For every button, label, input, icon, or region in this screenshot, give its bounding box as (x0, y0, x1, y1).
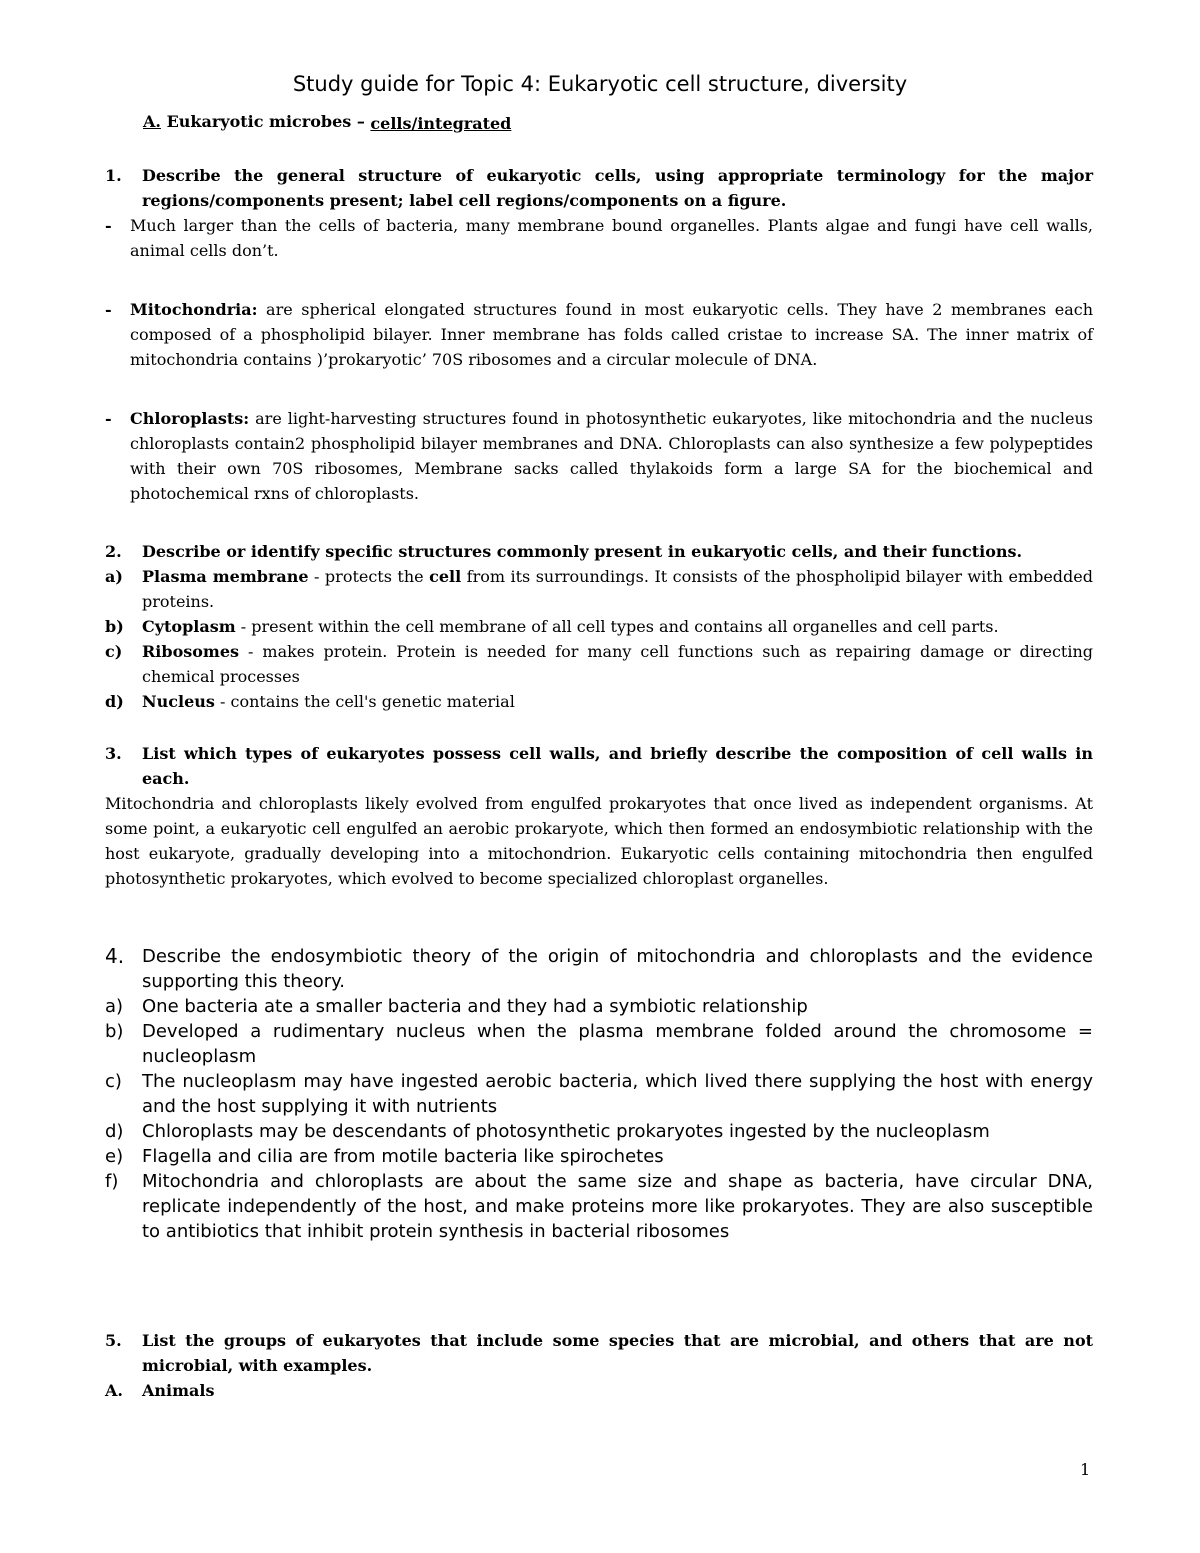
definition: - makes protein. Protein is needed for many cell functions such as repairing damage or directing chemical processes (142, 642, 1093, 686)
page-number: 1 (1080, 1460, 1091, 1479)
question-2-prompt (105, 539, 1093, 564)
list-text: Animals (142, 1381, 215, 1400)
definition-post: from its surroundings. It consists of the phospholipid bilayer with embedded proteins. (142, 567, 1093, 611)
bullet-item-mitochondria (105, 297, 1093, 372)
list-item (105, 1378, 1093, 1403)
question-number: 3. (105, 744, 122, 763)
section-label: A. (143, 112, 161, 131)
question-number: 5. (105, 1331, 122, 1350)
answer-paragraph: Mitochondria and chloroplasts likely evolved from engulfed prokaryotes that once lived as independent organisms. At some point, a eukaryotic cell engulfed an aerobic prokaryote, which then formed an endosymbiotic relationship with the host eukaryote, gradually developing into a mitochondrion. Eukaryotic cells containing mitochondria then engulfed photosynthetic prokaryotes, which evolved to become specialized chloroplast organelles. (105, 794, 1093, 888)
list-text: Chloroplasts may be descendants of photosynthetic prokaryotes ingested by the nucleoplasm (142, 1121, 990, 1142)
question-number: 4. (105, 944, 125, 968)
bullet-mark: - (105, 216, 112, 235)
list-text: Flagella and cilia are from motile bacteria like spirochetes (142, 1146, 664, 1167)
section-heading-a (143, 111, 511, 133)
list-item (105, 994, 1093, 1019)
question-3-prompt (105, 741, 1093, 791)
bullet-text: Much larger than the cells of bacteria, many membrane bound organelles. Plants algae and fungi have cell walls, animal cells don’t. (130, 216, 1093, 260)
question-5-prompt (105, 1328, 1093, 1378)
question-1-prompt (105, 163, 1093, 213)
list-item (105, 564, 1093, 614)
list-item (105, 1119, 1093, 1144)
list-mark: b) (105, 617, 124, 636)
definition: - contains the cell's genetic material (214, 692, 515, 711)
section-separator: – (356, 112, 365, 131)
bullet-item (105, 213, 1093, 263)
question-1 (105, 163, 1093, 506)
list-mark: A. (105, 1381, 123, 1400)
page-title: Study guide for Topic 4: Eukaryotic cell structure, diversity (292, 72, 908, 96)
definition-pre: - protects the (308, 567, 430, 586)
bullet-text: are spherical elongated structures found in most eukaryotic cells. They have 2 membranes each composed of a phospholipid bilayer. Inner membrane has folds called cristae to increase SA. The inner matrix of mitochondria contains )’prokaryotic’ 70S ribosomes and a circular molecule of DNA. (130, 300, 1093, 369)
list-item (105, 1069, 1093, 1119)
list-item (105, 689, 1093, 714)
list-item (105, 639, 1093, 689)
list-text: The nucleoplasm may have ingested aerobic bacteria, which lived there supplying the host with energy and the host supplying it with nutrients (142, 1071, 1093, 1117)
list-item (105, 1169, 1093, 1244)
bullet-text: are light-harvesting structures found in photosynthetic eukaryotes, like mitochondria and the nucleus chloroplasts contain2 phospholipid bilayer membranes and DNA. Chloroplasts can also synthesize a few polypeptides with their own 70S ribosomes, Membrane sacks called thylakoids form a large SA for the biochemical and photochemical rxns of chloroplasts. (130, 409, 1093, 503)
question-text: Describe the general structure of eukaryotic cells, using appropriate terminology for the major regions/components present; label cell regions/components on a figure. (142, 166, 1093, 210)
bullet-label: Mitochondria: (130, 300, 258, 319)
section-subtitle: cells/integrated (370, 114, 512, 133)
question-text: List the groups of eukaryotes that include some species that are microbial, and others that are not microbial, with examples. (142, 1331, 1093, 1375)
section-title: Eukaryotic microbes (166, 112, 352, 131)
term: Plasma membrane (142, 567, 309, 586)
list-text: Developed a rudimentary nucleus when the plasma membrane folded around the chromosome = nucleoplasm (142, 1021, 1093, 1067)
question-text: List which types of eukaryotes possess cell walls, and briefly describe the composition of cell walls in each. (142, 744, 1093, 788)
list-mark: e) (105, 1146, 124, 1167)
list-text: Mitochondria and chloroplasts are about the same size and shape as bacteria, have circular DNA, replicate independently of the host, and make proteins more like prokaryotes. They are also susceptible to antibiotics that inhibit protein synthesis in bacterial ribosomes (142, 1171, 1093, 1242)
list-item (105, 1144, 1093, 1169)
list-mark: c) (105, 642, 123, 661)
list-item (105, 1019, 1093, 1069)
list-item (105, 614, 1093, 639)
term: Cytoplasm (142, 617, 236, 636)
list-mark: a) (105, 567, 123, 586)
question-4 (105, 944, 1093, 1244)
question-text: Describe the endosymbiotic theory of the origin of mitochondria and chloroplasts and the evidence supporting this theory. (142, 946, 1093, 992)
list-text: One bacteria ate a smaller bacteria and they had a symbiotic relationship (142, 996, 808, 1017)
bullet-label: Chloroplasts: (130, 409, 250, 428)
question-text: Describe or identify specific structures commonly present in eukaryotic cells, and their functions. (142, 542, 1023, 561)
term: Nucleus (142, 692, 215, 711)
term: Ribosomes (142, 642, 240, 661)
question-2 (105, 539, 1093, 714)
question-number: 2. (105, 542, 122, 561)
question-number: 1. (105, 166, 122, 185)
bullet-mark: - (105, 409, 112, 428)
bullet-item-chloroplasts (105, 406, 1093, 506)
question-4-prompt (105, 944, 1093, 994)
bullet-mark: - (105, 300, 112, 319)
list-mark: c) (105, 1071, 122, 1092)
definition: - present within the cell membrane of all cell types and contains all organelles and cell parts. (235, 617, 999, 636)
list-mark: f) (105, 1171, 119, 1192)
list-mark: a) (105, 996, 124, 1017)
list-mark: d) (105, 1121, 124, 1142)
question-3 (105, 741, 1093, 891)
question-5 (105, 1328, 1093, 1403)
definition-bold: cell (429, 567, 462, 586)
list-mark: b) (105, 1021, 124, 1042)
list-mark: d) (105, 692, 124, 711)
